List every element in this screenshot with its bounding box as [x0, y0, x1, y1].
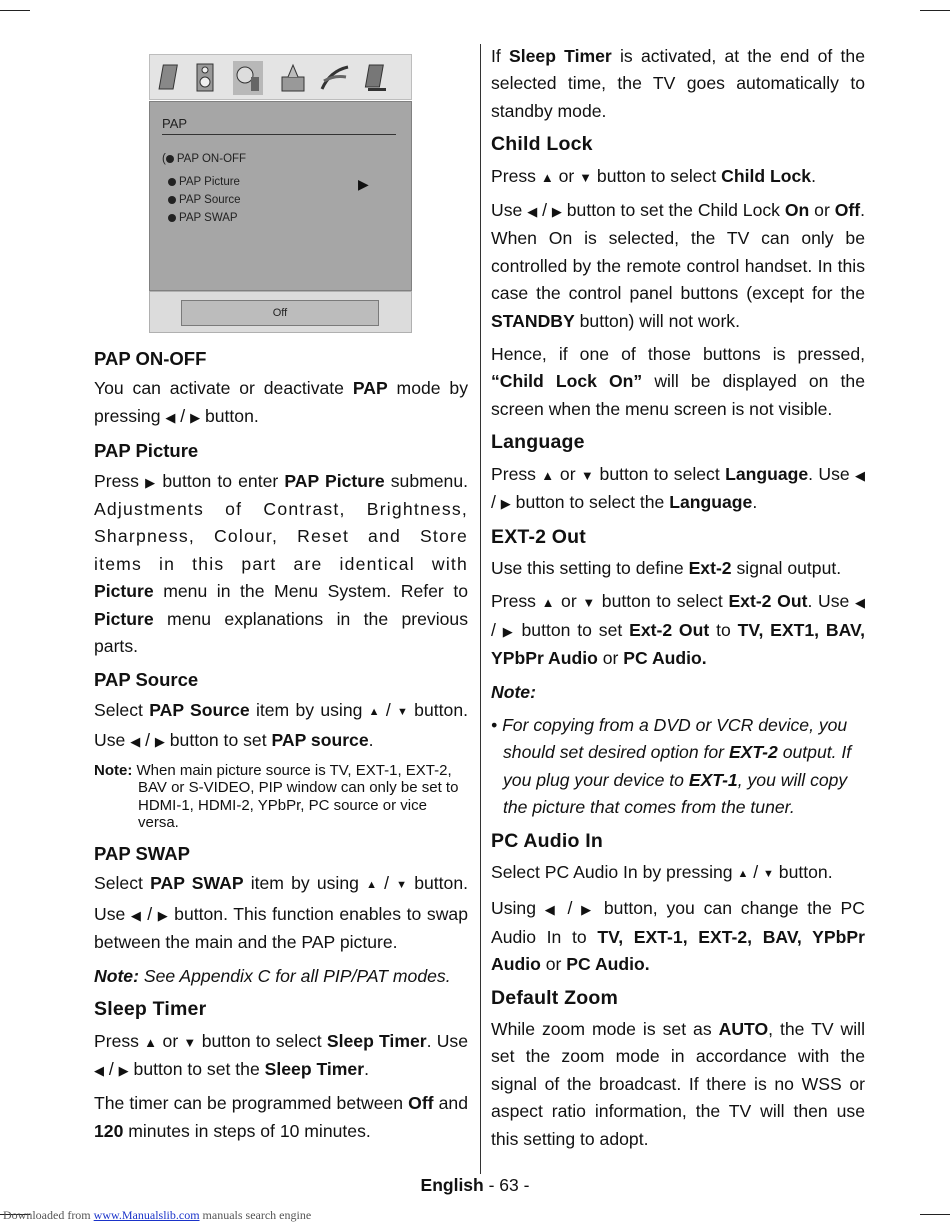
- left-column: [94, 345, 468, 1151]
- heading-ext2-out: EXT-2 Out: [491, 525, 586, 548]
- up-arrow-icon: ▲: [144, 1034, 158, 1050]
- sound-icon: [190, 61, 220, 95]
- paragraph: You can activate or deactivate PAP mode by pressing ◀ / ▶ button.: [94, 378, 468, 426]
- left-arrow-icon: ◀: [130, 734, 141, 750]
- crop-mark: [0, 10, 30, 11]
- menu-item-bracket: (: [162, 153, 166, 165]
- up-arrow-icon: ▲: [541, 595, 556, 611]
- menu-item-label: PAP Picture: [179, 176, 240, 188]
- download-note: Downloaded from www.Manualslib.com manuals search engine: [3, 1208, 312, 1222]
- paragraph: Press ▶ button to enter PAP Picture submenu. Adjustments of Contrast, Brightness, Sharpness, Colour, Reset and Store items in this part are identical with Picture menu in the Menu System. Refer to Picture menu explanations in the previous parts.: [94, 470, 468, 657]
- paragraph: Hence, if one of those buttons is pressed, “Child Lock On” will be displayed on the screen when the menu screen is not visible.: [491, 344, 865, 419]
- menu-item-pap-swap[interactable]: [168, 212, 238, 224]
- up-arrow-icon: ▲: [540, 169, 554, 185]
- install-icon: [278, 61, 308, 95]
- right-column: [491, 43, 865, 1159]
- menu-divider: [162, 134, 396, 135]
- bullet-icon: [168, 214, 176, 222]
- submenu-arrow-icon: ▶: [358, 176, 369, 192]
- down-arrow-icon: ▼: [582, 595, 597, 611]
- menu-item-label: PAP Source: [179, 194, 241, 206]
- right-arrow-icon: ▶: [500, 496, 511, 512]
- left-arrow-icon: ◀: [527, 204, 538, 220]
- heading-pap-onoff: PAP ON-OFF: [94, 348, 207, 369]
- right-arrow-icon: ▶: [145, 474, 157, 490]
- paragraph: While zoom mode is set as AUTO, the TV will set the zoom mode in accordance with the signal of the broadcast. If there is no WSS or aspect ratio information, the TV will then use this setting to adopt.: [491, 1019, 865, 1149]
- paragraph: Press ▲ or ▼ button to select Child Lock.: [491, 165, 816, 186]
- page-number: - 63 -: [483, 1175, 530, 1195]
- right-arrow-icon: ▶: [157, 907, 169, 923]
- right-arrow-icon: ▶: [154, 734, 165, 750]
- heading-pap-swap: PAP SWAP: [94, 843, 190, 865]
- features-icon: [233, 61, 263, 95]
- down-arrow-icon: ▼: [183, 1034, 197, 1050]
- paragraph: Press ▲ or ▼ button to select Sleep Timer. Use ◀ / ▶ button to set the Sleep Timer.: [94, 1030, 468, 1079]
- right-arrow-icon: ▶: [551, 204, 562, 220]
- menu-title: PAP: [162, 116, 188, 131]
- left-arrow-icon: ◀: [544, 902, 559, 918]
- left-arrow-icon: ◀: [130, 907, 142, 923]
- page-footer: [0, 1175, 950, 1196]
- paragraph: Use this setting to define Ext-2 signal output.: [491, 557, 842, 578]
- left-arrow-icon: ◀: [165, 409, 176, 425]
- menu-item-pap-source[interactable]: [168, 194, 241, 206]
- menu-icon-bar: [149, 54, 412, 100]
- pc-setup-icon: [362, 61, 392, 95]
- footer-language: English: [420, 1175, 484, 1195]
- right-arrow-icon: ▶: [581, 902, 596, 918]
- up-arrow-icon: ▲: [541, 467, 555, 483]
- bullet-icon: [168, 178, 176, 186]
- note: Note: When main picture source is TV, EXT-1, EXT-2, BAV or S-VIDEO, PIP window can only be set to HDMI-1, HDMI-2, YPbPr, PC source or vice versa.: [94, 761, 459, 832]
- down-arrow-icon: ▼: [763, 867, 774, 880]
- paragraph: Select PC Audio In by pressing ▲ / ▼ button.: [491, 859, 865, 889]
- up-arrow-icon: ▲: [737, 867, 749, 880]
- heading-child-lock: Child Lock: [491, 133, 593, 156]
- down-arrow-icon: ▼: [396, 879, 408, 892]
- note-bullet: • For copying from a DVD or VCR device, you should set desired option for EXT-2 output. If you plug your device to EXT-1, you will copy the picture that comes from the tuner.: [491, 714, 852, 818]
- right-arrow-icon: ▶: [190, 409, 201, 425]
- paragraph: Press ▲ or ▼ button to select Ext-2 Out. Use ◀ / ▶ button to set Ext-2 Out to TV, EXT1, BAV, YPbPr Audio or PC Audio.: [491, 591, 866, 669]
- bullet-icon: [168, 196, 176, 204]
- paragraph: Use ◀ / ▶ button to set the Child Lock On or Off. When On is selected, the TV can only be controlled by the remote control handset. In this case the control panel buttons (except for the STANDBY button) will not work.: [491, 200, 866, 331]
- note: Note: See Appendix C for all PIP/PAT modes.: [94, 965, 451, 986]
- value-display: Off: [181, 300, 379, 326]
- menu-item-label: PAP SWAP: [179, 212, 238, 224]
- paragraph: The timer can be programmed between Off and 120 minutes in steps of 10 minutes.: [94, 1093, 468, 1141]
- source-icon: [320, 61, 350, 95]
- paragraph: Using ◀ / ▶ button, you can change the PC Audio In to TV, EXT-1, EXT-2, BAV, YPbPr Audio or PC Audio.: [491, 898, 865, 975]
- up-arrow-icon: ▲: [368, 705, 380, 718]
- up-arrow-icon: ▲: [366, 879, 377, 892]
- menu-panel: [149, 101, 412, 291]
- left-arrow-icon: ◀: [94, 1062, 104, 1078]
- left-arrow-icon: ◀: [855, 595, 866, 611]
- heading-default-zoom: Default Zoom: [491, 986, 618, 1009]
- right-arrow-icon: ▶: [502, 623, 515, 639]
- paragraph: Select PAP Source item by using ▲ / ▼ button. Use ◀ / ▶ button to set PAP source.: [94, 699, 468, 751]
- paragraph: If Sleep Timer is activated, at the end of the selected time, the TV goes automatically to standby mode.: [491, 46, 865, 121]
- pap-menu-screenshot: [149, 54, 412, 333]
- paragraph: Select PAP SWAP item by using ▲ / ▼ button. Use ◀ / ▶ button. This function enables to swap between the main and the PAP picture.: [94, 873, 469, 953]
- heading-pc-audio-in: PC Audio In: [491, 829, 603, 852]
- heading-pap-picture: PAP Picture: [94, 440, 199, 462]
- bullet-icon: [166, 155, 174, 163]
- crop-mark: [920, 1214, 950, 1215]
- left-arrow-icon: ◀: [855, 467, 865, 483]
- manualslib-link[interactable]: www.Manualslib.com: [93, 1208, 200, 1222]
- heading-pap-source: PAP Source: [94, 669, 199, 691]
- down-arrow-icon: ▼: [579, 169, 593, 185]
- column-divider: [480, 44, 481, 1174]
- menu-footer: [149, 291, 412, 333]
- note-label: Note:: [491, 681, 536, 702]
- menu-item-label: PAP ON-OFF: [176, 153, 247, 165]
- heading-sleep-timer: Sleep Timer: [94, 998, 207, 1021]
- menu-item-pap-onoff[interactable]: [162, 153, 246, 165]
- down-arrow-icon: ▼: [397, 705, 408, 718]
- down-arrow-icon: ▼: [580, 467, 595, 483]
- picture-icon: [156, 61, 186, 95]
- right-arrow-icon: ▶: [118, 1062, 129, 1078]
- menu-item-pap-picture[interactable]: [168, 176, 240, 188]
- crop-mark: [920, 10, 950, 11]
- paragraph: Press ▲ or ▼ button to select Language. Use ◀ / ▶ button to select the Language.: [491, 463, 865, 513]
- heading-language: Language: [491, 431, 585, 454]
